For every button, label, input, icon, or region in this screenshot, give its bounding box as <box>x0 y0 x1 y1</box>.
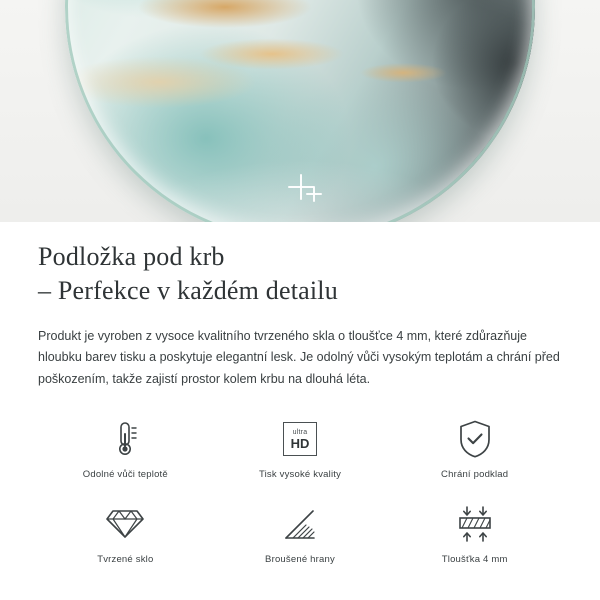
polished-edges-icon <box>280 502 320 546</box>
thickness-arrows-icon <box>453 502 497 546</box>
feature-label: Tvrzené sklo <box>97 554 154 566</box>
feature-item-surface-protection <box>387 417 562 480</box>
hero-image <box>0 0 600 222</box>
feature-item-polished-edges <box>213 502 388 565</box>
feature-item-tempered-glass <box>38 502 213 565</box>
feature-label: Chrání podklad <box>441 469 509 481</box>
feature-label: Broušené hrany <box>265 554 335 566</box>
feature-item-temperature-resistant <box>38 417 213 480</box>
diamond-icon <box>105 502 145 546</box>
feature-label: Odolné vůči teplotě <box>82 469 168 481</box>
product-description-text: Produkt je vyroben z vysoce kvalitního tvrzeného skla o tloušťce 4 mm, které zdůrazňuje hloubku barev tisku a poskytuje elegantní lesk. Je odolný vůči vysokým teplotám a chrání před poškozením, takže zajistí prostor kolem krbu na dlouhá léta. <box>38 328 560 387</box>
page-title-line-2: – Perfekce v každém detailu <box>38 275 338 305</box>
feature-item-thickness <box>387 502 562 565</box>
shield-check-icon <box>457 417 493 461</box>
feature-item-print-quality <box>213 417 388 480</box>
ultra-hd-badge-top: ultra <box>292 428 308 436</box>
content-area <box>0 240 600 565</box>
ultra-hd-icon <box>283 417 317 461</box>
page-title <box>38 240 562 308</box>
thermometer-icon <box>108 417 142 461</box>
feature-label: Tloušťka 4 mm <box>441 554 508 566</box>
ultra-hd-badge-bottom: HD <box>290 435 310 451</box>
feature-grid <box>38 417 562 565</box>
page-title-line-1: Podložka pod krb <box>38 242 225 271</box>
feature-label: Tisk vysoké kvality <box>258 469 342 481</box>
round-glass-pad <box>65 0 535 222</box>
